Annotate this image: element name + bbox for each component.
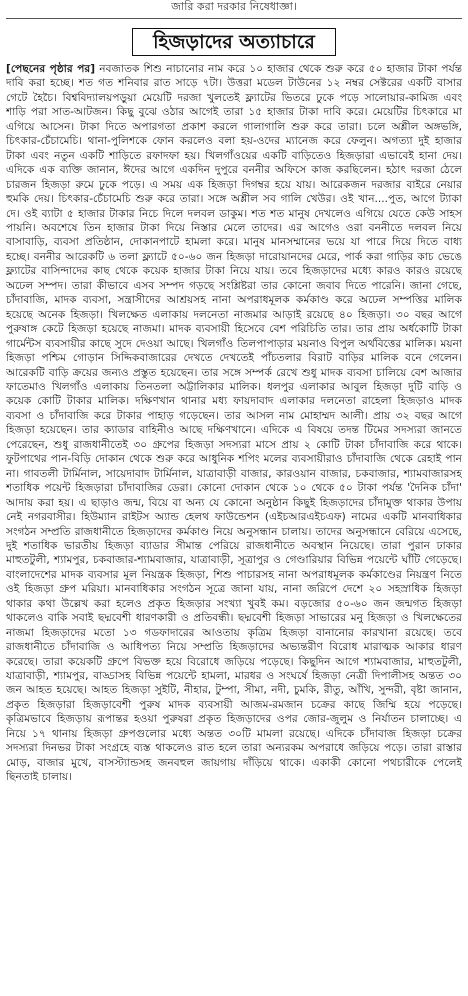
article-text: নবজাতক শিশু নাচানোর নাম করে ১০ হাজার থেকে শুরু করে ৫০ হাজার টাকা পর্যন্ত দাবি করা হচ্ছে। শত গত শনিবার রাত সাড়ে ৭টা। উত্তরা মডেল টাউনের ১২ নম্বর সেক্টরের একটি বাসার গেটে হৈচৈ। বিশ্ববিদ্যালয়পড়ুয়া মেয়েটি দরজা খুলতেই ফ্ল্যাটের ভিতরে ঢুকে পড়ে সালোয়ার-কামিজ এবং শাড়ি পরা সাত-আটজন। কিছু বুঝে ওঠার আগেই তারা ১৫ হাজার টাকা দাবি করে। মেয়েটির চিৎকারে মা এগিয়ে আসেন। টাকা দিতে অপারগতা প্রকাশ করলে গালাগালি শুরু করে তারা। চলে অশ্লীল অঙ্গভঙ্গি, চিৎকার-চেঁচামেচি। থানা-পুলিশকে ফোন করলেও বলা হয়-ওদের ম্যানেজ করে ফেলুন। অগত্যা দুই হাজার টাকা এবং নতুন একটি শাড়িতে রফাদফা হয়। খিলগাঁওয়ের একটি বাড়িতেও হিজড়ারা এভাবেই হানা দেয়। এদিকে এক ব্যক্তি জানান, ঈদের আগে একদিন দুপুরে বননীর অফিসে কাজ করছিলেন। হঠাৎ দরজা ঠেলে চারজন হিজড়া রুমে ঢুকে পড়ে। এ সময় এক হিজড়া দিগম্বর হয়ে যায়। আরেকজন দরজার বাইরে নেয়ার হুমকি দেয়। চিৎকার-চেঁচামেচি শুরু করে তারা। সঙ্গে অশ্লীল সব গালি খেউর। ওই খান....পুত, আগে ট্যাকা দে। ওই ব্যাটা ৫ হাজার টাকার নিচে দিলে দলবল ডাকুম। শত শত মানুষ দেখলেও এগিয়ে যেতে কেউ সাহস পায়নি। অবশেষে তিন হাজার টাকা দিয়ে নিস্তার মেলে তাদের। এর আগেও ওরা বননীতে দলবল নিয়ে বাসাবাড়ি, ব্যবসা প্রতিষ্ঠান, দোকানপাটে হামলা করে। মানুষ মানসম্মানের ভয়ে যা পারে দিয়ে দিতে বাধ্য হচ্ছে। বননীর আরেকটি ৬ তলা ফ্ল্যাটে ৫০-৬০ জন হিজড়া দারোয়ানদের মেরে, পার্ক করা গাড়ির কাচ ভেঙে ফ্ল্যাটের বাসিন্দাদের কাছ থেকে কয়েক হাজার টাকা নিয়ে যায়। তবে হিজড়াদের মধ্যে কারও কারও রয়েছে অঢেল সম্পদ। তারা কীভাবে এসব সম্পদ গড়ছে সংশ্লিষ্টরা তার কোনো জবাব দিতে পারেনি। জানা গেছে, চাঁদাবাজি, মাদক ব্যবসা, সন্ত্রাসীদের আশ্রয়সহ নানা অপরাধমূলক কর্মকাণ্ড করে অঢেল সম্পত্তির মালিক হয়েছে অনেক হিজড়া। খিলক্ষেত এলাকায় দলনেতা নাজমার আড়াই রয়েছে ৪০ হিজড়া। ৩০ বছর আগে পুরুষাঙ্গ কেটে হিজড়া হয়েছে নাজমা। মাদক ব্যবসায়ী হিসেবে বেশ পরিচিতি তার। তার প্রায় অর্ধকোটি টাকা গার্মেন্টস ব্যবসায়ীর কাছে সুদে দেওয়া আছে। খিলগাঁও তিলপাপাড়ার ময়নাও বিপুল অর্থবিত্তের মালিক। ময়না হিজড়া পশ্চিম গোড়ান সিদ্দিকবাজারের দেখতে দেখতেই পাঁচতলার বিরাট বাড়ির মালিক বনে গেলেন। আরেকটি বাড়ি ক্রয়ের জন্যও প্রস্তুত হয়েছেন। তার সঙ্গে সম্পর্ক রেখে শুধু মাদক ব্যবসা চালিয়ে বেশ আজার ফাতেমাও খিলগাঁও এলাকায় তিনতলা অট্টালিকার মালিক। ধলপুর এলাকার আবুল হিজড়া দুটি বাড়ি ও কয়েক কোটি টাকার মালিক। দক্ষিণখান থানার মধ্য ফায়দাবাদ এলাকার দলনেতা রাহেলা হিজড়াও মাদক ব্যবসা ও চাঁদাবাজি করে টাকার পাহাড় গড়েছেন। তার আসল নাম মোহাম্মদ আলী। প্রায় ৩২ বছর আগে হিজড়া হয়েছেন। তার ক্যাডার বাহিনীও আছে দক্ষিণখানে। এদিকে এ বিষয়ে তদন্ত টিমের সদস্যরা জানতে পেরেছেন, শুধু রাজধানীতেই ৩০ গ্রুপের হিজড়া সদস্যরা মাসে প্রায় ২ কোটি টাকা চাঁদাবাজি করে থাকে। ফুটপাথের পান-বিড়ি দোকান থেকে শুরু করে আধুনিক শপিং মলের ব্যবসায়ীরাও চাঁদাবাজি থেকে রেহাই পান না। গাবতলী টার্মিনাল, সায়েদাবাদ টার্মিনাল, যাত্রাবাড়ী বাজার, কারওয়ান বাজার, চকবাজার, শ্যামবাজারসহ শতাধিক পয়েন্ট হিজড়ারা চাঁদাবাজির ডেরা। কোনো দোকান থেকে ১০ থেকে ৫০ টাকা পর্যন্ত 'দৈনিক চাঁদা' আদায় করা হয়। এ ছাড়াও জন্ম, বিয়ে বা অন্য যে কোনো অনুষ্ঠান কিছুই হিজড়াদের চাঁদামুক্ত থাকার উপায় নেই নগরবাসীর। হিউম্যান রাইটস অ্যান্ড হেলথ ফাউন্ডেশন (এইচআরএইচএফ) নামের একটি মানবাধিকার সংগঠন সম্প্রতি রাজধানীতে হিজড়াদের কর্মকাণ্ড নিয়ে অনুসন্ধান চালায়। তাদের অনুসন্ধানে বেরিয়ে এসেছে, দুই শতাধিক ভারতীয় হিজড়া ব্যাডার সীমান্ত পেরিয়ে রাজধানীতে অবস্থান নিয়েছে। তারা পুরান ঢাকার মাহুতটুলী, শ্যামপুর, চকবাজার-শ্যামবাজার, যাত্রাবাড়ী, সূত্রাপুর ও গেণ্ডারিয়ার বিভিন্ন পয়েন্টে ঘাঁটি গেড়েছে। বাংলাদেশের মাদক ব্যবসার মূল নিয়ন্ত্রক হিজড়া, শিশু পাচারসহ নানা অপরাধমূলক কর্মকাণ্ডের নিয়ন্ত্রণ নিতে ওই হিজড়া গ্রুপ মরিয়া। মানবাধিকার সংগঠন সূত্রে জানা যায়, নানা জরিপে দেশে ২০ সহস্রাধিক হিজড়া থাকার কথা উল্লেখ করা হলেও প্রকৃত হিজড়ার সংখ্যা খুবই কম। বড়জোর ৫০-৬০ জন জন্মগত হিজড়া থাকলেও বাকি সবাই ছদ্মবেশী ধারণকারী ও প্রতিবন্ধী। ছদ্মবেশী হিজড়া সাভারের মনু হিজড়া ও খিলক্ষেতের নাজমা হিজড়াদের মতো ১৩ গডফাদারের আওতায় কৃত্রিম হিজড়া বানানোর কারখানা রয়েছে। তবে রাজধানীতে চাঁদাবাজি ও আধিপত্য নিয়ে সম্প্রতি হিজড়াদের অভ্যন্তরীণ বিরোধ মারাত্মক আকার ধারণ করেছে। তারা কয়েকটি গ্রুপে বিভক্ত হয়ে বিরোধে জড়িয়ে পড়েছে। কিছুদিন আগে শ্যামবাজার, মাহুতটুলী, যাত্রাবাড়ী, শ্যামপুর, বাড্ডাসহ বিভিন্ন পয়েন্টে হামলা, মারধর ও সংঘর্ষে হিজড়া নেত্রী দিপালীসহ অন্তত ৩০ জন আহত হয়েছে। আহত হিজড়া সুইটি, নীহার, টুম্পা, সীমা, নদী, চুমকি, রীতু, আঁখি, সুন্দরী, বৃষ্টা জানান, প্রকৃত হিজড়ারা হিজড়াবেশী পুরুষ মাদক ব্যবসায়ী আজম-রমজান চক্রের কাছে জিম্মি হয়ে পড়েছে। কৃত্রিমভাবে হিজড়ায় রূপান্তর হওয়া পুরুষরা প্রকৃত হিজড়াদের ওপর জোর-জুলুম ও নির্যাতন চালাচ্ছে। এ নিয়ে ১৭ থানায় হিজড়া গ্রুপগুলোর মধ্যে অন্তত ৩০টি মামলা রয়েছে। এদিকে চাঁদাবাজ হিজড়া চক্রের সদস্যরা দিনভর টাকা সংগ্রহে ব্যস্ত থাকলেও রাত হলে তারা অন্যরকম অপরাধে জড়িয়ে পড়ে। তারা রাস্তার মোড়, বাজার মুখে, বাসস্ট্যান্ডসহ জনবহুল জায়গায় দাঁড়িয়ে থাকে। একাকী কোনো পথচারীকে পেলেই ছিনতাই চালায়। [6, 63, 462, 784]
article-paragraph [6, 62, 462, 785]
previous-article-tail: জারি করা দরকার নিষেধাজ্ঞা। [6, 0, 462, 19]
article-body [6, 62, 462, 988]
article-headline: হিজড়াদের অত্যাচারে [132, 28, 336, 56]
continued-from-label: [পেছনের পৃষ্ঠার পর] [6, 63, 96, 75]
headline-container [6, 28, 462, 56]
